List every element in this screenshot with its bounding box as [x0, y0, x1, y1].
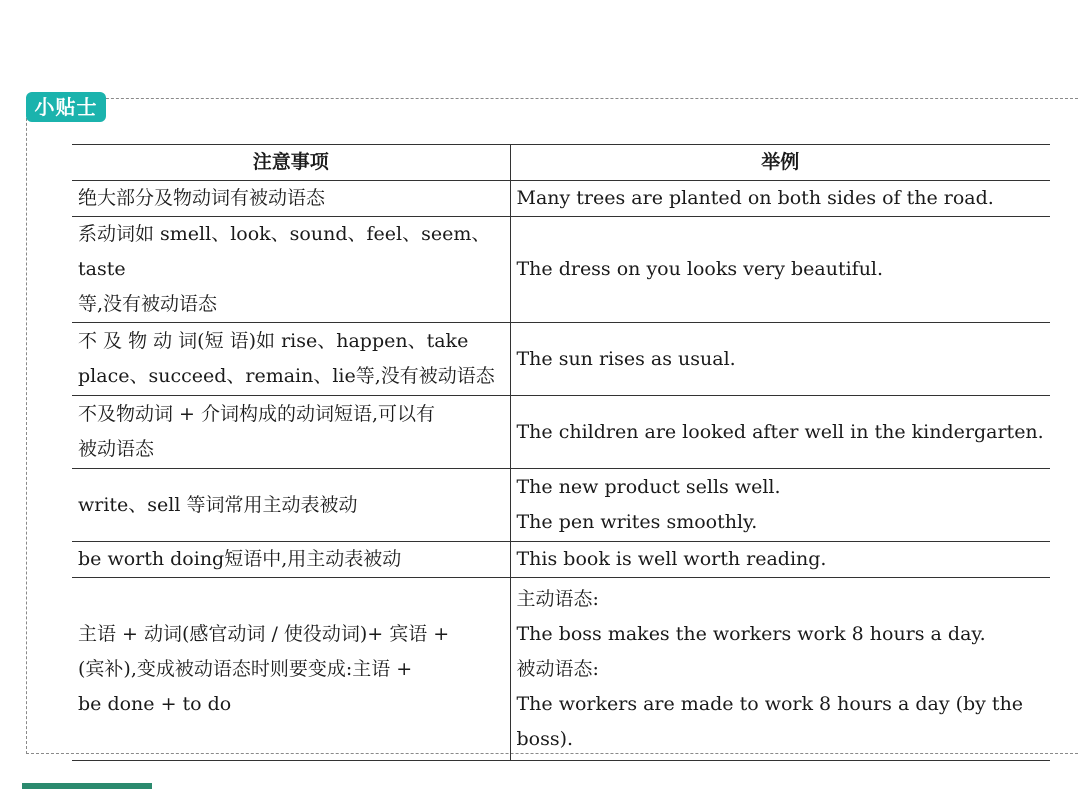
- page-accent-bar: [22, 783, 152, 789]
- table-row: [72, 181, 1050, 217]
- example-line: The children are looked after well in the kindergarten.: [516, 420, 1044, 443]
- example-cell: [510, 469, 1050, 542]
- example-line: The workers are made to work 8 hours a day (by the: [516, 692, 1024, 715]
- header-notes: 注意事项: [72, 145, 510, 181]
- example-line: The dress on you looks very beautiful.: [516, 258, 884, 280]
- table-row: [72, 542, 1050, 578]
- note-line: 不及物动词 + 介词构成的动词短语,可以有: [78, 403, 436, 425]
- note-cell: [72, 323, 510, 396]
- example-line: Many trees are planted on both sides of the road.: [516, 187, 994, 209]
- note-cell: [72, 578, 510, 761]
- note-line: write、sell 等词常用主动表被动: [78, 493, 358, 516]
- example-cell: [510, 217, 1050, 323]
- note-line: 被动语态: [78, 438, 155, 460]
- example-line: The pen writes smoothly.: [516, 511, 758, 533]
- note-cell: [72, 396, 510, 469]
- note-line: place、succeed、remain、lie等,没有被动语态: [78, 365, 495, 387]
- note-line: be done + to do: [78, 692, 232, 715]
- note-line: 主语 + 动词(感官动词 / 使役动词)+ 宾语 +: [78, 622, 450, 645]
- note-cell: [72, 181, 510, 217]
- example-line: 被动语态:: [516, 657, 599, 680]
- table-row: [72, 396, 1050, 469]
- example-cell: [510, 323, 1050, 396]
- example-line: This book is well worth reading.: [516, 548, 827, 570]
- example-cell: [510, 578, 1050, 761]
- table-row: [72, 217, 1050, 323]
- table-header-row: [72, 145, 1050, 181]
- table-row: [72, 578, 1050, 761]
- table-row: [72, 469, 1050, 542]
- note-cell: [72, 542, 510, 578]
- note-line: (宾补),变成被动语态时则要变成:主语 +: [78, 657, 413, 680]
- note-cell: [72, 217, 510, 323]
- example-cell: [510, 542, 1050, 578]
- note-cell: [72, 469, 510, 542]
- note-line: 不 及 物 动 词(短 语)如 rise、happen、take: [78, 330, 469, 352]
- header-examples: 举例: [510, 145, 1050, 181]
- example-line: 主动语态:: [516, 587, 599, 610]
- example-cell: [510, 181, 1050, 217]
- example-line: The new product sells well.: [516, 476, 781, 498]
- note-line: be worth doing短语中,用主动表被动: [78, 548, 402, 570]
- note-line: 等,没有被动语态: [78, 293, 218, 315]
- note-line: 系动词如 smell、look、sound、feel、seem、taste: [78, 223, 491, 280]
- table-row: [72, 323, 1050, 396]
- example-line: The sun rises as usual.: [516, 347, 736, 370]
- tip-label: 小贴士: [26, 92, 106, 122]
- note-line: 绝大部分及物动词有被动语态: [78, 187, 326, 209]
- example-line: The boss makes the workers work 8 hours a day.: [516, 622, 986, 645]
- grammar-table: [72, 144, 1050, 761]
- example-cell: [510, 396, 1050, 469]
- example-line: boss).: [516, 727, 574, 750]
